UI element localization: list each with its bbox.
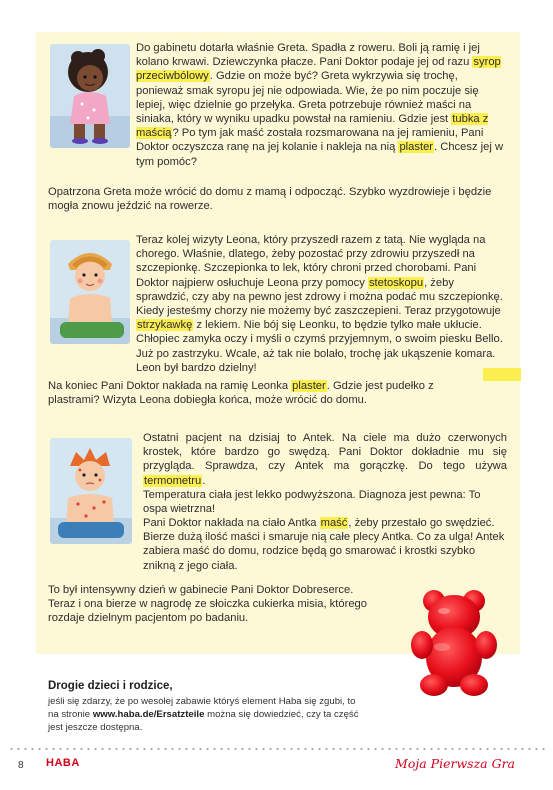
gummy-bear-icon <box>408 587 500 697</box>
footer-url-link[interactable]: www.haba.de/Ersatzteile <box>92 709 205 720</box>
greta-closing: Opatrzona Greta może wrócić do domu z mamą i odpocząć. Szybko wyzdrowieje i będzie mogła znowu jeździć na rowerze. <box>48 186 492 213</box>
brand-logo: HABA <box>46 757 80 769</box>
series-title: Moja Pierwsza Gra <box>395 756 515 771</box>
leon-paragraph: Teraz kolej wizyty Leona, który przyszedł razem z tatą. Nie wygląda na chorego. Właśnie, dlatego, żeby pozostać przy zdrowiu przyszedł na szczepionkę. Szczepionka to lek, który chroni przed chorobami. Pani Doktor najpierw osłuchuje Leona przy pomocy stetoskopu, żeby sprawdzić, czy aby na pewno jest zdrowy i można podać mu szczepionkę. Kiedy jesteśmy chorzy nie możemy być zaszczepieni. Teraz przygotowuje strzykawkę z lekiem. Nie bój się Leonku, to będzie tylko małe ukłucie. Chłopiec zamyka oczy i myśli o czymś przyjemnym, o swoim piesku Bello. Już po zastrzyku. Wcale, aż tak nie bolało, trochę jak ukąszenie komara. Leon był bardzo dzielny! <box>136 234 503 374</box>
leon-closing: Na koniec Pani Doktor nakłada na ramię Leonka plaster. Gdzie jest pudełko z plastrami? Wizyta Leona dobiegła końca, może wrócić do domu. <box>48 380 434 407</box>
dotted-divider <box>8 748 545 750</box>
antek-paragraph: Ostatni pacjent na dzisiaj to Antek. Na ciele ma dużo czerwonych krostek, które bardzo go swędzą. Pani Doktor dokładnie mu się przygląda. Sprawdza, czy Antek ma gorączkę. Do tego używa termometru. <box>143 432 507 487</box>
antek-temperature: Temperatura ciała jest lekko podwyższona. Diagnoza jest pewna: To ospa wietrzna! <box>143 489 481 516</box>
antek-ointment: Pani Doktor nakłada na ciało Antka maść, żeby przestało go swędzieć. Bierze dużą ilość maści i smaruje nią całe plecy Antka. Co za ulga! Antek zabiera maść do domu, rodzice będą go smarować i krostki szybko znikną z jego ciała. <box>143 517 505 572</box>
page-number: 8 <box>18 760 24 771</box>
girl-illustration <box>50 44 130 148</box>
ending-line-2: Teraz i ona bierze w nagrodę ze słoiczka cukierka misia, którego rozdaje dzielnym pacjentom po badaniu. <box>48 598 367 625</box>
highlight-marker <box>483 368 521 381</box>
greta-paragraph: Do gabinetu dotarła właśnie Greta. Spadła z roweru. Boli ją ramię i jej kolano krwawi. Dziewczynka płacze. Pani Doktor podaje jej od razu syrop przeciwbólowy. Gdzie on może być? Greta wykrzywia się trochę, ponieważ smak syropu jej nie odpowiada. Wie, że po nim poczuje się lepiej, więc dzielnie go przełyka. Greta potrzebuje również maści na siniaka, który w wyniku upadku powstał na ramieniu. Gdzie jest tubka z maścią? Po tym jak maść została rozsmarowana na jej ramieniu, Pani Doktor oczyszcza ranę na jej kolanie i nakleja na nią plaster. Chcesz jej w tym pomóc? <box>136 42 504 168</box>
footer-text: jeśli się zdarzy, że po wesołej zabawie któryś element Haba się zgubi, to na stronie www.haba.de/Ersatzteile można się dowiedzieć, czy ta część jest jeszcze dostępna. <box>48 696 359 733</box>
boy-antek-illustration <box>50 438 132 544</box>
ending-line-1: To był intensywny dzień w gabinecie Pani Doktor Dobreserce. <box>48 584 354 596</box>
footer-title: Drogie dzieci i rodzice, <box>48 680 173 692</box>
boy-leon-illustration <box>50 240 130 344</box>
